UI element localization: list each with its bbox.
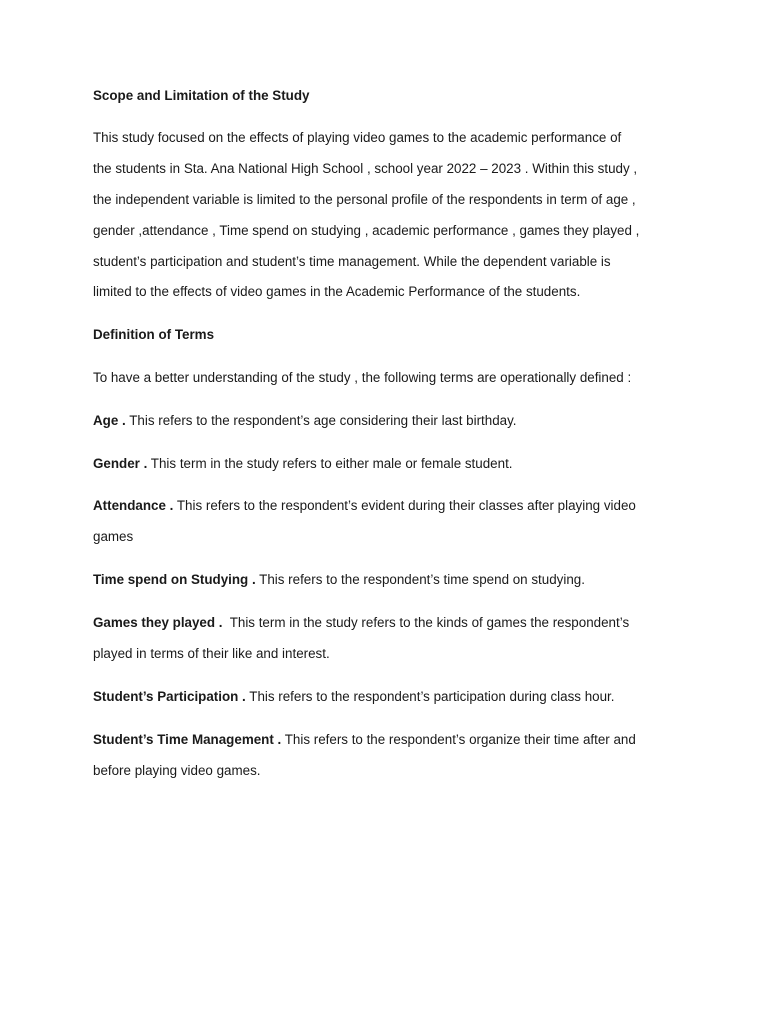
term-definition: This refers to the respondent’s participation during class hour. <box>245 689 615 704</box>
term-attendance <box>93 498 636 514</box>
term-gender <box>93 456 513 472</box>
scope-paragraph-line: gender ,attendance , Time spend on studying , academic performance , games they played , <box>93 223 640 238</box>
term-name: Time spend on Studying . <box>93 572 256 587</box>
term-definition: This term in the study refers to the kinds of games the respondent’s <box>222 615 630 630</box>
term-definition-continued: before playing video games. <box>93 763 261 778</box>
definitions-intro: To have a better understanding of the study , the following terms are operationally defined : <box>93 370 632 385</box>
scope-paragraph-line: the students in Sta. Ana National High School , school year 2022 – 2023 . Within this study , <box>93 161 638 176</box>
scope-paragraph-line: the independent variable is limited to the personal profile of the respondents in term of age , <box>93 192 636 207</box>
term-name: Gender . <box>93 456 148 471</box>
scope-paragraph-line: This study focused on the effects of playing video games to the academic performance of <box>93 130 622 145</box>
term-age <box>93 413 517 429</box>
term-definition: This refers to the respondent’s time spend on studying. <box>255 572 585 587</box>
term-definition-continued: played in terms of their like and interest. <box>93 646 330 661</box>
term-name: Student’s Participation . <box>93 689 246 704</box>
term-name: Student’s Time Management . <box>93 732 282 747</box>
term-time-spend-on-studying <box>93 572 585 588</box>
term-students-participation <box>93 689 614 705</box>
term-name: Age . <box>93 413 126 428</box>
definitions-heading: Definition of Terms <box>93 327 215 342</box>
term-definition: This refers to the respondent’s evident during their classes after playing video <box>173 498 636 513</box>
term-games-they-played <box>93 615 629 631</box>
scope-paragraph-line: limited to the effects of video games in the Academic Performance of the students. <box>93 284 581 299</box>
term-name: Games they played . <box>93 615 223 630</box>
term-name: Attendance . <box>93 498 174 513</box>
scope-heading: Scope and Limitation of the Study <box>93 88 310 103</box>
term-definition-continued: games <box>93 529 134 544</box>
term-definition: This refers to the respondent’s organize their time after and <box>281 732 636 747</box>
term-definition: This term in the study refers to either male or female student. <box>147 456 513 471</box>
term-students-time-management <box>93 732 636 748</box>
scope-paragraph-line: student’s participation and student’s time management. While the dependent variable is <box>93 254 611 269</box>
term-definition: This refers to the respondent’s age considering their last birthday. <box>125 413 517 428</box>
